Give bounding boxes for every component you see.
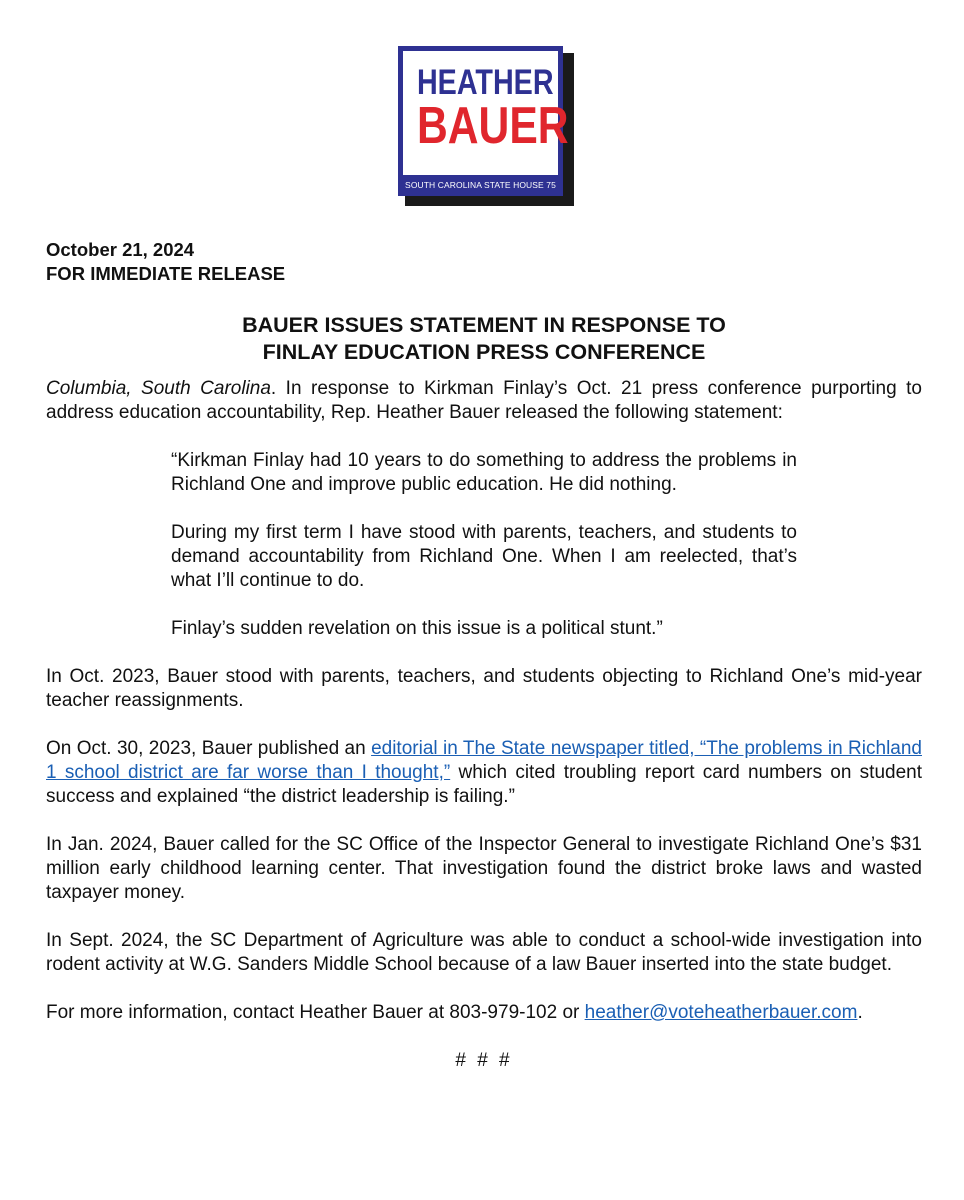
release-label: FOR IMMEDIATE RELEASE: [46, 263, 286, 284]
p2-text-before: On Oct. 30, 2023, Bauer published an: [46, 738, 372, 759]
logo-frame: [398, 46, 569, 196]
headline: [46, 312, 922, 366]
headline-line-1: BAUER ISSUES STATEMENT IN RESPONSE TO: [242, 313, 726, 337]
quote-paragraph-3: Finlay’s sudden revelation on this issue is a political stunt.”: [171, 618, 663, 639]
logo-first-name: HEATHER: [416, 63, 554, 102]
body-paragraph-2: [46, 737, 922, 809]
quote-paragraph-2: During my first term I have stood with parents, teachers, and students to demand accountability from Richland One. When I am reelected, that’s what I’ll continue to do.: [171, 522, 797, 591]
body-paragraph-4: In Sept. 2024, the SC Department of Agriculture was able to conduct a school-wide investigation into rodent activity at W.G. Sanders Middle School because of a law Bauer inserted into the state budget.: [46, 930, 922, 975]
logo-subtitle: SOUTH CAROLINA STATE HOUSE 75: [405, 180, 556, 190]
intro-text: . In response to Kirkman Finlay’s Oct. 21 press conference purporting to address education accountability, Rep. Heather Bauer released the following statement:: [46, 378, 922, 423]
end-mark: # # #: [455, 1050, 513, 1071]
body-paragraph-1: In Oct. 2023, Bauer stood with parents, teachers, and students objecting to Richland One’s mid-year teacher reassignments.: [46, 666, 922, 711]
statement-quote: [171, 449, 797, 641]
body-paragraph-3: In Jan. 2024, Bauer called for the SC Office of the Inspector General to investigate Richland One’s $31 million early childhood learning center. That investigation found the district broke laws and wasted taxpayer money.: [46, 834, 922, 903]
campaign-logo: [398, 46, 574, 206]
press-release-body: [46, 238, 922, 1073]
quote-paragraph-1: “Kirkman Finlay had 10 years to do something to address the problems in Richland One and improve public education. He did nothing.: [171, 450, 797, 495]
logo-name-panel: [403, 51, 569, 175]
intro-paragraph: [46, 377, 922, 425]
dateline: Columbia, South Carolina: [46, 378, 271, 399]
editorial-link[interactable]: editorial in The State newspaper titled, “The problems in Richland 1 school district are far worse than I thought,”: [46, 738, 922, 783]
logo-last-name: BAUER: [416, 97, 569, 155]
release-date: October 21, 2024: [46, 239, 195, 260]
p2-text-after: which cited troubling report card numbers on student success and explained “the district leadership is failing.”: [46, 762, 922, 807]
headline-line-2: FINLAY EDUCATION PRESS CONFERENCE: [262, 340, 706, 364]
contact-period: .: [857, 1002, 863, 1023]
contact-text: For more information, contact Heather Bauer at 803-979-102 or: [46, 1002, 585, 1023]
contact-paragraph: [46, 1001, 922, 1025]
contact-email-link[interactable]: heather@voteheatherbauer.com: [584, 1002, 858, 1023]
